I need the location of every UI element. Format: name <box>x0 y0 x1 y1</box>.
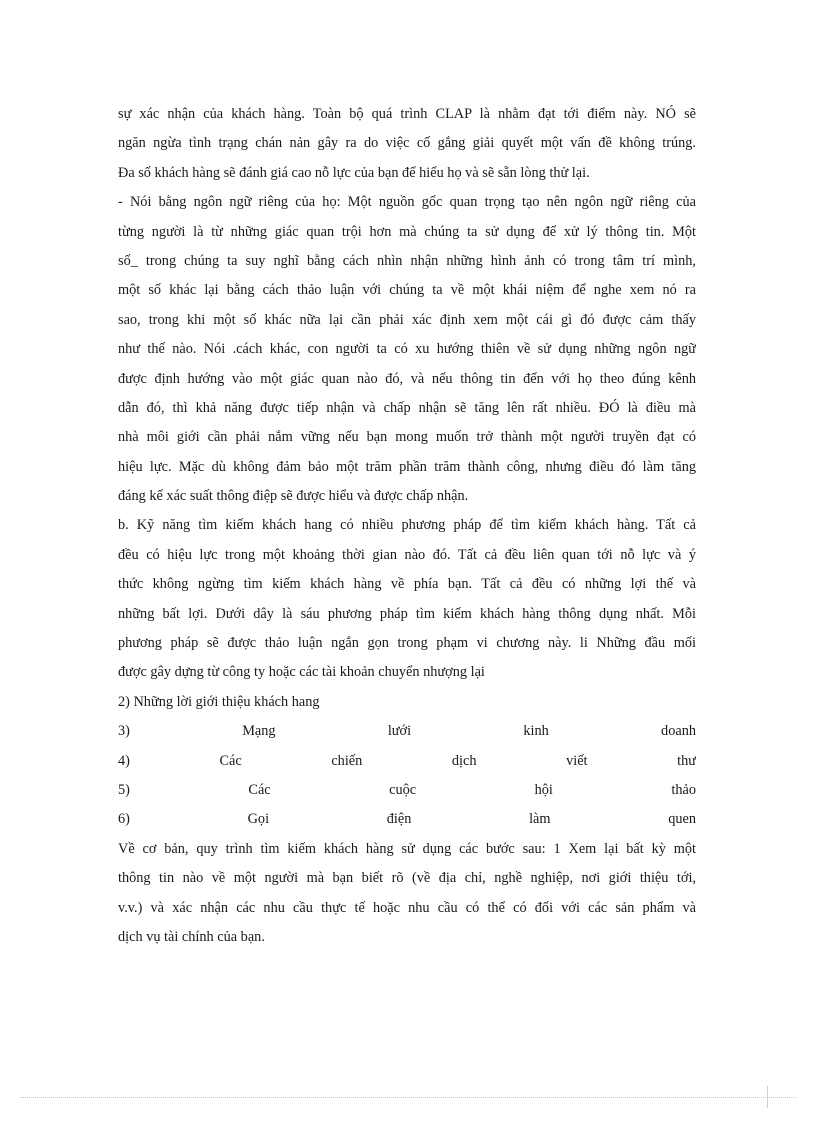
text-line: hiệu lực. Mặc dù không đảm bảo một trăm phần trăm thành công, nhưng điều đó làm tăng <box>118 458 696 475</box>
text-line: b. Kỹ năng tìm kiếm khách hang có nhiều phương pháp để tìm kiếm khách hàng. Tất cả <box>118 517 696 534</box>
page-bottom-border <box>20 1097 796 1098</box>
text-line: đều có hiệu lực trong một khoảng thời gian nào đó. Tất cả đều liên quan tới nỗ lực và ý <box>118 546 696 563</box>
text-line: số_ trong chúng ta suy nghĩ bằng cách nhìn nhận những hình ảnh có trong tâm trí mình, <box>118 252 696 269</box>
text-line: những bất lợi. Dưới dây là sáu phương pháp tìm kiếm khách hàng thông dụng nhất. Mỗi <box>118 605 696 622</box>
text-line: một số khác lại bằng cách thảo luận với chúng ta về một khái niệm để nghe xem nó ra <box>118 282 696 299</box>
text-line: sao, trong khi một số khác nữa lại cần phải xác định xem một cái gì đó được cảm thấy <box>118 311 696 328</box>
page-corner-mark <box>767 1086 768 1108</box>
text-line: dẫn đó, thì khả năng được tiếp nhận và chấp nhận sẽ tăng lên rất nhiều. ĐÓ là điều mà <box>118 399 696 416</box>
text-line: từng người là từ những giác quan trội hơn mà chúng ta sử dụng để xử lý thông tin. Một <box>118 223 696 240</box>
text-line: phương pháp sẽ được thảo luận ngắn gọn trong phạm vi chương này. li Những đầu mối <box>118 635 696 652</box>
text-line: dịch vụ tài chính của bạn. <box>118 928 265 945</box>
text-line: 6) Gọi điện làm quen <box>118 811 696 828</box>
text-line: thông tin nào về một người mà bạn biết rõ (về địa chỉ, nghề nghiệp, nơi giới thiệu tới, <box>118 870 696 887</box>
text-line: 2) Những lời giới thiệu khách hang <box>118 693 320 710</box>
document-body <box>118 100 696 952</box>
text-line: v.v.) và xác nhận các nhu cầu thực tế hoặc nhu cầu có thể có đối với các sản phẩm và <box>118 899 696 916</box>
text-line: - Nói bằng ngôn ngữ riêng của họ: Một nguồn gốc quan trọng tạo nên ngôn ngữ riêng của <box>118 194 696 211</box>
text-line: đáng kể xác suất thông điệp sẽ được hiểu và được chấp nhận. <box>118 488 469 505</box>
text-line: 4) Các chiến dịch viết thư <box>118 752 696 769</box>
text-line: được định hướng vào một giác quan nào đó, và nếu thông tin đến với họ theo đúng kênh <box>118 370 696 387</box>
text-line: thức không ngừng tìm kiếm khách hàng về phía bạn. Tất cả đều có những lợi thế và <box>118 576 696 593</box>
text-line: như thế nào. Nói .cách khác, con người ta có xu hướng thiên về sử dụng những ngôn ngữ <box>118 341 696 358</box>
text-line: 3) Mạng lưới kinh doanh <box>118 723 696 740</box>
text-line: sự xác nhận của khách hàng. Toàn bộ quá trình CLAP là nhằm đạt tới điểm này. NÓ sẽ <box>118 106 696 122</box>
text-line: Đa số khách hàng sẽ đánh giá cao nỗ lực của bạn để hiểu họ và sẽ sẵn lòng thử lại. <box>118 164 590 181</box>
text-line: 5) Các cuộc hội thảo <box>118 781 696 798</box>
text-line: được gây dựng từ công ty hoặc các tài khoản chuyển nhượng lại <box>118 664 485 681</box>
text-line: Về cơ bản, quy trình tìm kiếm khách hàng sử dụng các bước sau: 1 Xem lại bất kỳ một <box>118 840 696 857</box>
text-line: nhà môi giới cần phải nắm vững nếu bạn mong muốn trở thành một người truyền đạt có <box>118 429 696 446</box>
text-line: ngăn ngừa tình trạng chán nản gây ra do việc cố gắng giải quyết một vấn đề không trúng. <box>118 135 696 152</box>
